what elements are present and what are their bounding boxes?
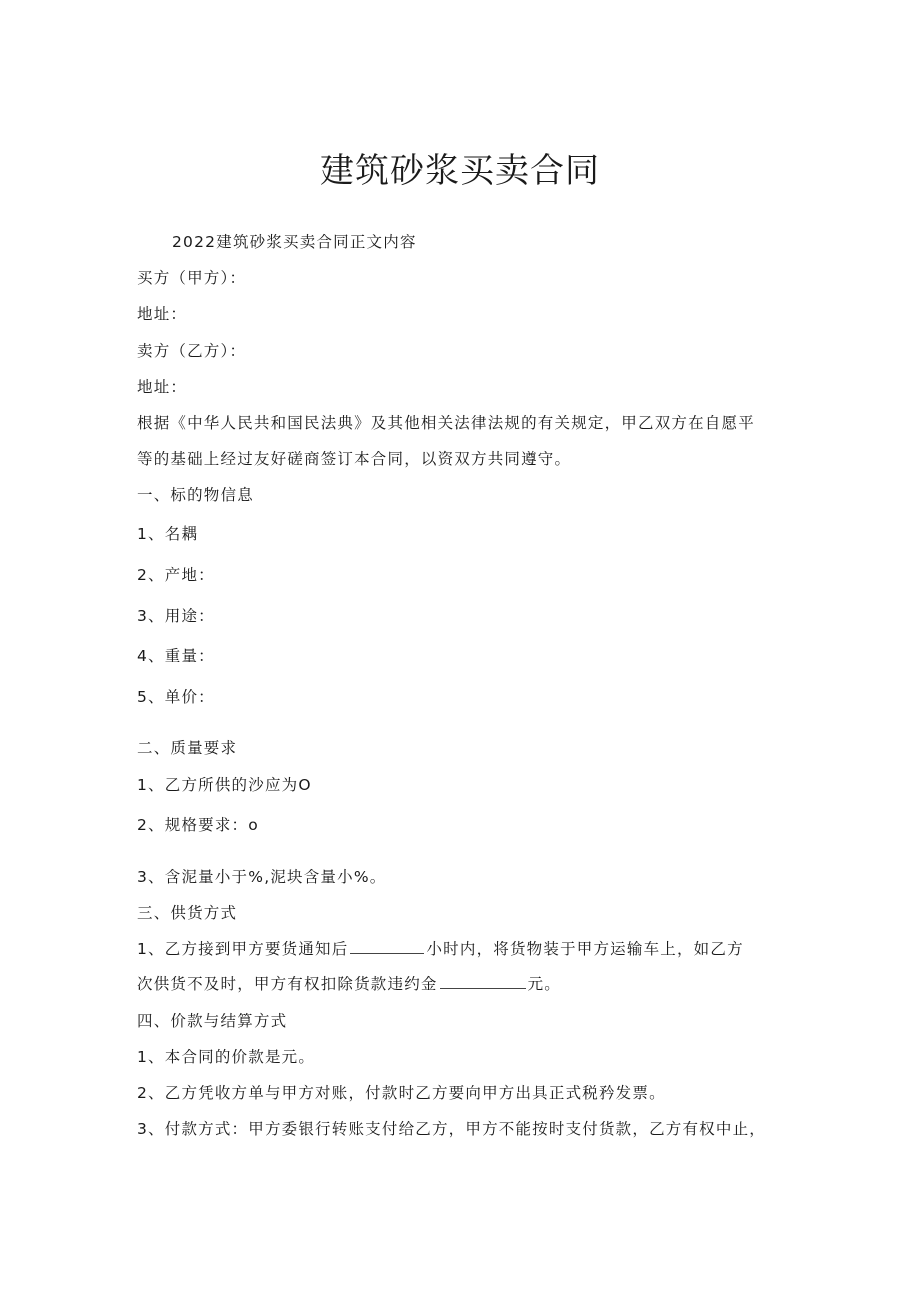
section-4-item-invoice: 2、乙方凭收方单与甲方对账，付款时乙方要向甲方出具正式税矜发票。 (137, 1084, 666, 1102)
preamble-line-1: 根据《中华人民共和国民法典》及其他相关法律法规的有关规定，甲乙双方在自愿平 (137, 414, 755, 432)
seller-label: 卖方（乙方）： (137, 342, 247, 360)
section-2-item-sand: 1、乙方所供的沙应为O (137, 776, 312, 794)
section-1-item-weight: 4、重量： (137, 647, 215, 665)
section-3-item-1-line-1 (137, 938, 744, 960)
section-4-heading: 四、价款与结算方式 (137, 1012, 288, 1030)
section-2-heading: 二、质量要求 (137, 739, 238, 757)
section-4-item-price: 1、本合同的价款是元。 (137, 1048, 316, 1066)
section-3-item-1-text-d: 元。 (527, 975, 562, 993)
document-title: 建筑砂浆买卖合同 (320, 151, 600, 191)
section-3-item-1-text-a: 1、乙方接到甲方要货通知后 (137, 940, 349, 958)
section-3-item-1-text-c: 次供货不及时，甲方有权扣除货款违约金 (137, 975, 438, 993)
section-3-item-1-text-b: 小时内，将货物装于甲方运输车上，如乙方 (426, 940, 744, 958)
hours-blank-field (350, 939, 424, 954)
section-1-item-usage: 3、用途： (137, 607, 215, 625)
section-1-item-price: 5、单价： (137, 688, 215, 706)
section-1-item-name: 1、名耦 (137, 525, 199, 543)
section-3-item-1-line-2 (137, 973, 561, 995)
section-3-heading: 三、供货方式 (137, 904, 238, 922)
section-2-item-mud: 3、含泥量小于%,泥块含量小%。 (137, 868, 387, 886)
section-2-item-spec: 2、规格要求：o (137, 816, 259, 834)
buyer-address-label: 地址： (137, 305, 188, 323)
preamble-line-2: 等的基础上经过友好磋商签订本合同，以资双方共同遵守。 (137, 450, 572, 468)
section-1-heading: 一、标的物信息 (137, 486, 254, 504)
penalty-blank-field (440, 974, 526, 989)
seller-address-label: 地址： (137, 378, 188, 396)
document-subtitle: 2022建筑砂浆买卖合同正文内容 (172, 233, 417, 251)
buyer-label: 买方（甲方）： (137, 269, 247, 287)
section-4-item-payment: 3、付款方式：甲方委银行转账支付给乙方，甲方不能按时支付货款，乙方有权中止， (137, 1120, 766, 1138)
section-1-item-origin: 2、产地： (137, 566, 215, 584)
